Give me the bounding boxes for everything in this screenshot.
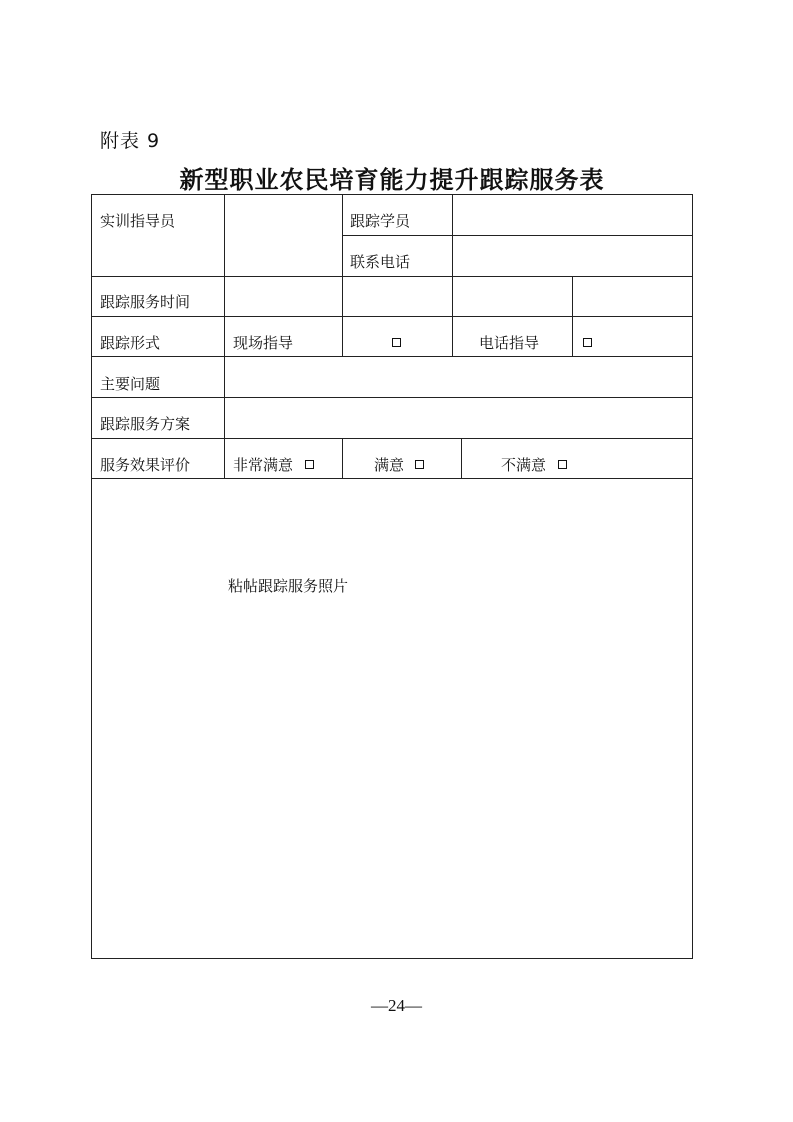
form-option-phone: 电话指导 [479,334,540,352]
very-satisfied-checkbox[interactable] [305,460,314,469]
page-number: —24— [371,996,422,1015]
col-divider [572,276,573,356]
trainee-label: 跟踪学员 [350,212,411,230]
not-satisfied-checkbox[interactable] [558,460,567,469]
evaluation-satisfied: 满意 [374,456,405,474]
col-divider [342,438,343,478]
page-title: 新型职业农民培育能力提升跟踪服务表 [179,165,605,194]
service-form-table [91,194,693,959]
trainer-label: 实训指导员 [100,212,176,230]
col-divider [461,438,462,478]
onsite-checkbox[interactable] [392,338,401,347]
row-divider [92,478,692,479]
main-issue-label: 主要问题 [100,375,161,393]
col-divider [342,195,343,356]
row-divider [92,397,692,398]
service-time-label: 跟踪服务时间 [100,293,191,311]
plan-label: 跟踪服务方案 [100,415,191,433]
row-divider [92,438,692,439]
form-label: 跟踪形式 [100,334,161,352]
phone-label: 联系电话 [350,253,411,271]
form-option-onsite: 现场指导 [233,334,294,352]
evaluation-very-satisfied: 非常满意 [233,456,294,474]
col-divider [452,195,453,356]
satisfied-checkbox[interactable] [415,460,424,469]
appendix-label: 附表 9 [100,130,161,152]
row-divider [92,356,692,357]
row-divider [92,276,692,277]
phone-checkbox[interactable] [583,338,592,347]
row-divider [342,235,692,236]
evaluation-label: 服务效果评价 [100,456,191,474]
photo-area-label: 粘帖跟踪服务照片 [228,577,349,595]
evaluation-not-satisfied: 不满意 [501,456,547,474]
col-divider [224,195,225,478]
row-divider [92,316,692,317]
